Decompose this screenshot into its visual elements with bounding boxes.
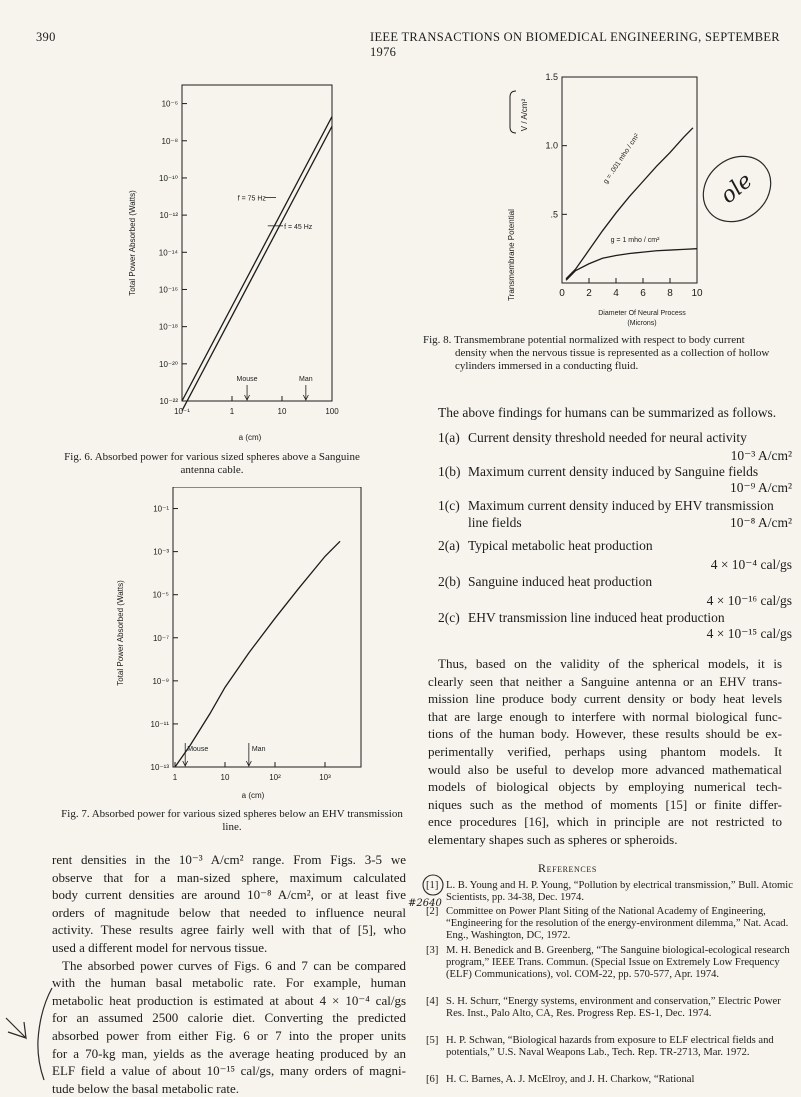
para-line: would also be useful to develop more advanced mathematical xyxy=(428,761,782,777)
fig7-chart xyxy=(107,487,363,805)
fig6-series-line xyxy=(182,126,332,410)
finding-2c xyxy=(438,610,792,641)
left-body-text xyxy=(52,851,406,1097)
para-line: metabolic heat production is estimated at about 4 × 10⁻⁴ cal/gs xyxy=(52,992,406,1008)
ref1-handwritten-circle xyxy=(404,872,444,912)
finding-2c-value: 4 × 10⁻¹⁵ cal/gs xyxy=(706,626,792,641)
fig7-annotation-man: Man xyxy=(251,746,266,753)
fig7-x-axis-label: a (cm) xyxy=(241,791,265,800)
fig6-annotation-75hz: f = 75 Hz xyxy=(237,195,266,203)
finding-2b-label: 2(b) xyxy=(438,574,461,589)
para-line: observe that for a man-sized sphere, maximum calculated xyxy=(52,869,406,885)
para-line: ence procedures [16], which in principle are not restricted to xyxy=(428,814,782,830)
fig6-y-tick-label: 10⁻¹⁸ xyxy=(158,322,178,332)
fig8-x-tick-label: 8 xyxy=(667,288,673,299)
finding-2a-label: 2(a) xyxy=(438,538,460,553)
para-line: for a 70-kg man, yields as the average heating produced by an xyxy=(52,1045,406,1061)
finding-1a-value: 10⁻³ A/cm² xyxy=(730,448,792,463)
reference-text: S. H. Schurr, “Energy systems, environment and conservation,” Electric Power Res. Inst., Palo Alto, CA, Res. Progress Rep. ES-1, Dec. 1974. xyxy=(446,996,781,1020)
fig7-x-tick-label: 1 xyxy=(172,773,178,782)
fig8-frame xyxy=(562,77,697,283)
fig7-y-tick-label: 10⁻⁷ xyxy=(152,633,169,643)
fig8-y-axis-units: V / A/cm² xyxy=(520,98,529,132)
findings-list xyxy=(438,430,792,652)
para-line: body current densities are around 10⁻⁸ A/cm², or at least five xyxy=(52,887,406,903)
finding-2b xyxy=(438,574,792,608)
fig8-caption: Fig. 8. Transmembrane potential normalized with respect to body current density when the nervous tissue is represented as a collection of hollow cylinders immersed in a conducting fluid. xyxy=(423,334,770,372)
fig8-y-tick-label: .5 xyxy=(550,209,558,220)
fig6-x-tick-label: 100 xyxy=(325,407,339,416)
fig6-annotation-man: Man xyxy=(299,376,313,383)
fig7-series-line xyxy=(175,541,340,767)
finding-1c-text: Maximum current density induced by EHV transmission xyxy=(468,498,774,513)
fig7-y-axis-label: Total Power Absorbed (Watts) xyxy=(116,580,125,686)
fig6-x-axis-label: a (cm) xyxy=(238,433,262,442)
para-line: orders of magnitude below that needed to influence neural xyxy=(52,904,406,920)
para-line: mission line produce body current density or body heat levels xyxy=(428,691,782,707)
page-number: 390 xyxy=(36,30,56,44)
fig8-x-axis-units: (Microns) xyxy=(627,320,657,327)
reference-text: M. H. Benedick and B. Greenberg, “The Sanguine biological-ecological research program,” IEEE Trans. Commun. (Special Issue on Extremely Low Frequency (ELF) Communications), vol. COM-22, pp. 570-577, Apr. 1974. xyxy=(446,945,790,981)
finding-1a-label: 1(a) xyxy=(438,430,460,445)
fig6-y-tick-label: 10⁻²⁰ xyxy=(159,359,178,369)
reference-number: [3] xyxy=(426,945,439,956)
finding-1a xyxy=(438,430,792,463)
finding-2b-value: 4 × 10⁻¹⁶ cal/gs xyxy=(706,593,792,608)
reference-item xyxy=(426,996,796,1020)
fig6-y-tick-label: 10⁻⁶ xyxy=(161,99,178,109)
fig6-y-tick-label: 10⁻²² xyxy=(159,397,178,406)
para-line: used a different model for nervous tissue. xyxy=(52,939,268,955)
finding-1b xyxy=(438,464,792,495)
para-line: models of biological objects by employing numerical tech- xyxy=(428,779,782,795)
fig7-y-tick-label: 10⁻¹³ xyxy=(150,763,169,772)
fig6-y-axis-label: Total Power Absorbed (Watts) xyxy=(128,190,137,296)
fig6-annotation-45hz: f = 45 Hz xyxy=(284,223,313,231)
references-list xyxy=(426,880,796,1085)
reference-item xyxy=(426,906,796,943)
fig6-frame xyxy=(182,85,332,401)
fig6-y-tick-label: 10⁻¹⁰ xyxy=(159,173,178,183)
reference-number: [6] xyxy=(426,1074,439,1085)
finding-1c-label: 1(c) xyxy=(438,498,460,513)
fig6-annotation-mouse: Mouse xyxy=(236,376,258,383)
para-line: for an assumed 2500 calorie diet. Converting the predicted xyxy=(52,1010,406,1026)
para-line: niques such as the method of moments [15] or finite differ- xyxy=(428,796,782,812)
fig8-x-tick-label: 10 xyxy=(691,288,703,299)
fig6-x-tick-label: 10 xyxy=(277,407,287,416)
reference-number: [5] xyxy=(426,1035,439,1046)
fig7-y-tick-label: 10⁻¹¹ xyxy=(150,719,169,729)
fig7-y-tick-label: 10⁻⁵ xyxy=(152,590,169,600)
fig6-caption: Fig. 6. Absorbed power for various sized spheres above a Sanguine antenna cable. xyxy=(64,451,360,476)
fig7-y-tick-label: 10⁻¹ xyxy=(153,504,169,514)
para-line: rent densities in the 10⁻³ A/cm² range. From Figs. 3-5 we xyxy=(52,852,406,867)
reference-number: [4] xyxy=(426,996,439,1007)
reference-number: [1] xyxy=(426,880,439,891)
fig8-series-label-g001: g = .001 mho / cm² xyxy=(602,132,641,186)
reference-text: H. P. Schwan, “Biological hazards from exposure to ELF electrical fields and potentials,” U.S. Naval Weapons Lab., Tech. Rep. TR-2713, Mar. 1972. xyxy=(446,1035,774,1059)
fig8-x-tick-label: 0 xyxy=(559,288,565,299)
fig7-y-tick-label: 10⁻³ xyxy=(153,547,169,557)
fig6-y-tick-label: 10⁻¹⁴ xyxy=(158,248,178,258)
fig7-caption: Fig. 7. Absorbed power for various sized spheres below an EHV transmission line. xyxy=(61,808,403,833)
fig6-chart xyxy=(124,75,370,447)
finding-1b-text: Maximum current density induced by Sanguine fields xyxy=(468,464,759,479)
fig7-annotation-mouse: Mouse xyxy=(187,746,209,753)
fig6-y-tick-label: 10⁻¹² xyxy=(159,211,178,221)
journal-header: IEEE TRANSACTIONS ON BIOMEDICAL ENGINEERING, SEPTEMBER 1976 xyxy=(370,30,780,59)
fig8-series-line xyxy=(566,249,697,281)
fig8-x-tick-label: 4 xyxy=(613,288,619,299)
fig6-y-tick-label: 10⁻⁸ xyxy=(161,136,178,146)
fig8-x-tick-label: 2 xyxy=(586,288,592,299)
margin-bracket-mark xyxy=(0,980,60,1085)
finding-1b-value: 10⁻⁹ A/cm² xyxy=(729,480,792,495)
reference-text: H. C. Barnes, A. J. McElroy, and J. H. Charkow, “Rational xyxy=(446,1074,695,1085)
fig8-x-tick-label: 6 xyxy=(640,288,646,299)
reference-item xyxy=(426,1035,796,1059)
finding-1c-text-cont: line fields xyxy=(468,515,522,530)
reference-item xyxy=(426,880,796,904)
margin-handwritten-number: #2640 xyxy=(408,898,442,909)
fig6-x-tick-label: 10⁻¹ xyxy=(174,407,190,416)
fig8-x-axis-label: Diameter Of Neural Process xyxy=(598,310,686,317)
para-line: clearly seen that neither a Sanguine antenna or an EHV trans- xyxy=(428,673,782,689)
para-line: with the human basal metabolic rate. For example, human xyxy=(52,975,406,991)
reference-item xyxy=(426,1074,796,1086)
para-line: that are large enough to interfere with normal biological func- xyxy=(428,708,782,724)
summary-intro: The above findings for humans can be summarized as follows. xyxy=(438,405,777,420)
fig7-y-tick-label: 10⁻⁹ xyxy=(152,676,169,686)
reference-text: Committee on Power Plant Siting of the National Academy of Engineering, “Engineering for the resolution of the energy-environment dilemma,” Nat. Acad. Eng., Washington, DC, 1972. xyxy=(446,906,789,942)
fig8-units-bracket xyxy=(510,91,516,133)
finding-1b-label: 1(b) xyxy=(438,464,461,479)
fig7-x-tick-label: 10 xyxy=(220,773,230,782)
finding-2b-text: Sanguine induced heat production xyxy=(468,574,653,589)
references-heading: References xyxy=(538,861,597,875)
fig7-x-tick-label: 10² xyxy=(269,773,281,782)
fig8-y-tick-label: 1.0 xyxy=(545,140,558,151)
para-line: The absorbed power curves of Figs. 6 and 7 can be compared xyxy=(62,957,406,973)
fig6-y-tick-label: 10⁻¹⁶ xyxy=(158,285,178,295)
para-line: ELF field a value of about 10⁻¹⁵ cal/gs, many orders of magni- xyxy=(52,1063,406,1079)
finding-2a-value: 4 × 10⁻⁴ cal/gs xyxy=(710,557,792,572)
finding-1c xyxy=(438,498,792,530)
para-line: tions of the human body. However, these results should be ex- xyxy=(428,726,782,742)
finding-2a-text: Typical metabolic heat production xyxy=(468,538,653,553)
para-line: Thus, based on the validity of the spherical models, it is xyxy=(438,656,782,671)
conclusion-paragraph xyxy=(428,655,782,849)
fig8-chart xyxy=(500,70,715,332)
para-line: elementary shapes such as spheres or spheroids. xyxy=(428,831,678,847)
finding-2c-text: EHV transmission line induced heat production xyxy=(468,610,725,625)
para-line: tude below the basal metabolic rate. xyxy=(52,1080,239,1096)
handwritten-text: ole xyxy=(715,168,758,209)
reference-text: L. B. Young and H. P. Young, “Pollution by electrical transmission,” Bull. Atomic Scientists, pp. 34-38, Dec. 1974. xyxy=(446,880,793,904)
reference-number: [2] xyxy=(426,906,439,917)
fig8-series-label-g1: g = 1 mho / cm² xyxy=(610,236,660,244)
finding-1a-text: Current density threshold needed for neural activity xyxy=(468,430,747,445)
para-line: absorbed power from either Fig. 6 or 7 into the proper units xyxy=(52,1027,406,1043)
fig8-y-axis-label: Transmembrane Potential xyxy=(507,209,516,301)
finding-2c-label: 2(c) xyxy=(438,610,460,625)
fig7-x-tick-label: 10³ xyxy=(319,773,331,782)
finding-1c-value: 10⁻⁸ A/cm² xyxy=(729,515,792,530)
handwritten-circle-note xyxy=(694,145,784,235)
fig7-frame xyxy=(173,487,361,767)
reference-item xyxy=(426,945,796,982)
finding-2a xyxy=(438,538,792,572)
para-line: perimentally verified, perhaps using phantom models. It xyxy=(428,743,782,759)
para-line: activity. These results agree fairly well with that of [5], who xyxy=(52,922,406,938)
fig6-x-tick-label: 1 xyxy=(229,407,235,416)
fig6-series-line xyxy=(182,117,332,401)
fig8-y-tick-label: 1.5 xyxy=(545,72,558,82)
